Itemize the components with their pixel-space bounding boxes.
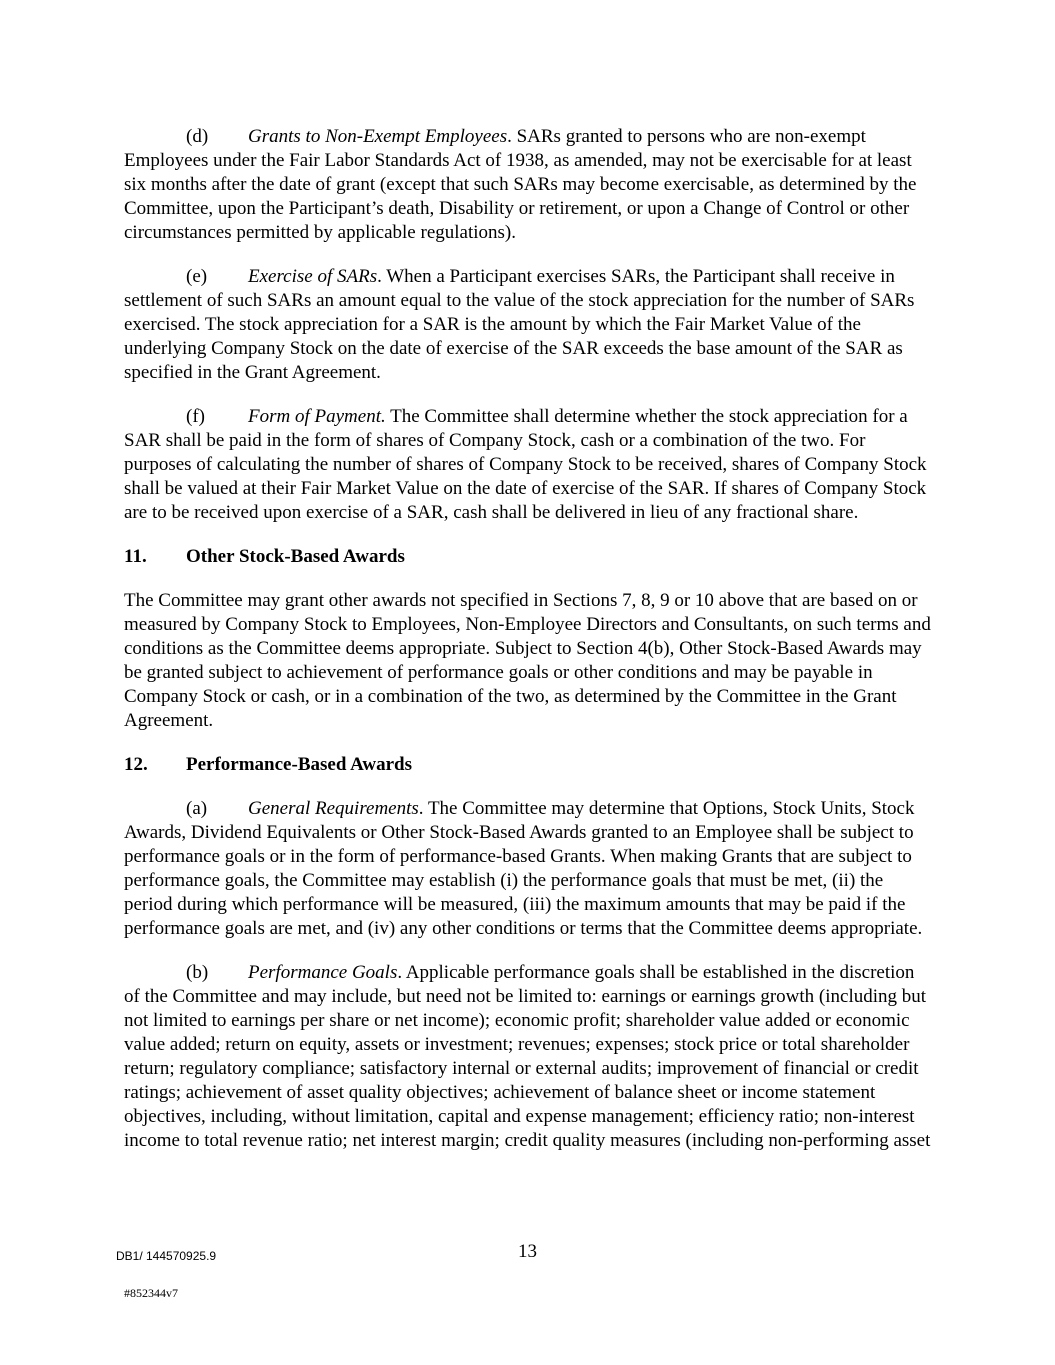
section-title: Grants to Non-Exempt Employees [248, 126, 508, 147]
page-number: 13 [518, 1241, 537, 1262]
heading-title: Other Stock-Based Awards [186, 546, 405, 567]
section-body: . When a Participant exercises SARs, the Participant shall receive in settlement of such SARs an amount equal to the value of the stock appreciation for the number of SARs exercised. The stock appreciation for a SAR is the amount by which the Fair Market Value of the underlying Company Stock on the date of exercise of the SAR exceeds the base amount of the SAR as specified in the Grant Agreement. [124, 266, 915, 383]
section-body: . SARs granted to persons who are non-exempt Employees under the Fair Labor Standards Act of 1938, as amended, may not be exercisable for at least six months after the date of grant (except that such SARs may become exercisable, as determined by the Committee, upon the Participant’s death, Disability or retirement, or upon a Change of Control or other circumstances permitted by applicable regulations). [124, 126, 917, 243]
section-label: (f) [186, 406, 205, 427]
heading-number: 11. [124, 546, 147, 567]
section-title: Form of Payment. [248, 406, 386, 427]
heading-11 [124, 545, 932, 569]
section-12b [124, 961, 932, 1153]
section-title: Performance Goals [248, 962, 398, 983]
page-content [124, 125, 932, 1153]
section-body: The Committee shall determine whether the stock appreciation for a SAR shall be paid in the form of shares of Company Stock, cash or a combination of the two. For purposes of calculating the number of shares of Company Stock to be received, shares of Company Stock shall be valued at their Fair Market Value on the date of exercise of the SAR. If shares of Company Stock are to be received upon exercise of a SAR, cash shall be delivered in lieu of any fractional share. [124, 406, 927, 523]
section-12a [124, 797, 932, 941]
section-body: . Applicable performance goals shall be established in the discretion of the Committee and may include, but need not be limited to: earnings or earnings growth (including but not limited to earnings per share or net income); economic profit; shareholder value added or economic value added; return on equity, assets or investment; revenues; expenses; stock price or total shareholder return; regulatory compliance; satisfactory internal or external audits; improvement of financial or credit ratings; achievement of asset quality objectives; achievement of balance sheet or income statement objectives, including, without limitation, capital and expense management; efficiency ratio; non-interest income to total revenue ratio; net interest margin; credit quality measures (including non-performing asset [124, 962, 931, 1151]
section-label: (b) [186, 962, 209, 983]
section-title: Exercise of SARs [248, 266, 378, 287]
heading-number: 12. [124, 754, 148, 775]
document-id: #852344v7 [124, 1286, 178, 1300]
heading-title: Performance-Based Awards [186, 754, 413, 775]
section-label: (a) [186, 798, 208, 819]
paragraph-11: The Committee may grant other awards not specified in Sections 7, 8, 9 or 10 above that are based on or measured by Company Stock to Employees, Non-Employee Directors and Consultants, on such terms and conditions as the Committee deems appropriate. Subject to Section 4(b), Other Stock-Based Awards may be granted subject to achievement of performance goals or other conditions and may be payable in Company Stock or cash, or in a combination of the two, as determined by the Committee in the Grant Agreement. [124, 590, 931, 731]
section-d [124, 125, 932, 245]
footer-document-reference: DB1/ 144570925.9 [116, 1249, 217, 1263]
section-title: General Requirements [248, 798, 419, 819]
section-f [124, 405, 932, 525]
section-label: (e) [186, 266, 208, 287]
section-e [124, 265, 932, 385]
section-body: . The Committee may determine that Options, Stock Units, Stock Awards, Dividend Equivalents or Other Stock-Based Awards granted to an Employee shall be subject to performance goals or in the form of performance-based Grants. When making Grants that are subject to performance goals, the Committee may establish (i) the performance goals that must be met, (ii) the period during which performance will be measured, (iii) the maximum amounts that may be paid if the performance goals are met, and (iv) any other conditions or terms that the Committee deems appropriate. [124, 798, 923, 939]
heading-12 [124, 753, 932, 777]
section-label: (d) [186, 126, 209, 147]
